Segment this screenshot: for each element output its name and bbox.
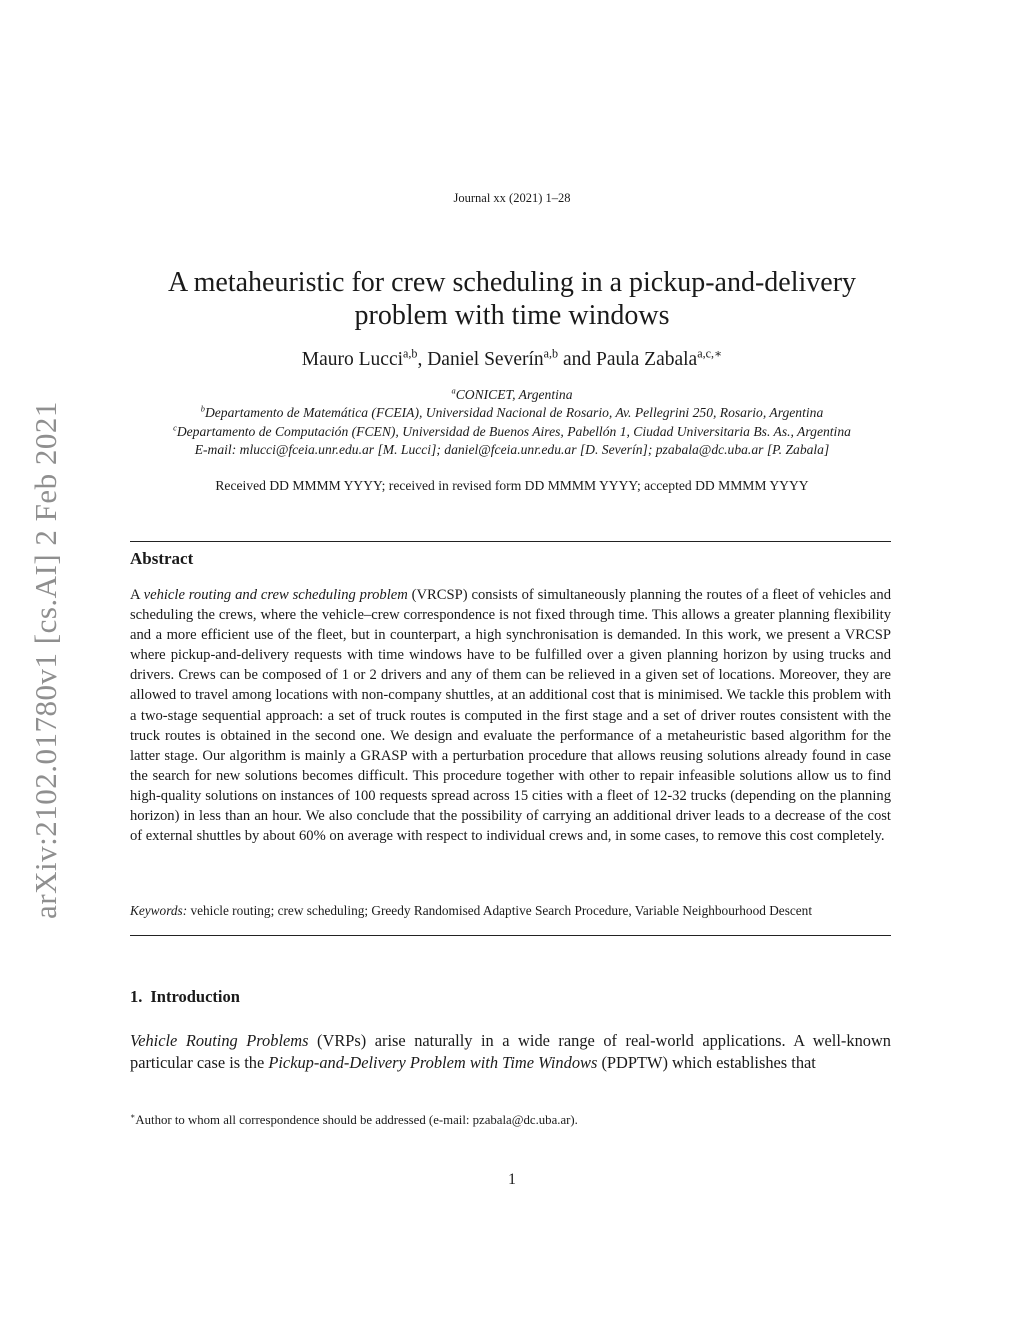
author-name: Mauro Lucci xyxy=(301,349,404,370)
affiliation-mark: b xyxy=(200,403,205,414)
author-name: Daniel Severín xyxy=(427,349,544,370)
keywords xyxy=(130,903,900,919)
keywords-text: vehicle routing; crew scheduling; Greedy Randomised Adaptive Search Procedure, Variable Neighbourhood Descent xyxy=(187,903,813,918)
author-affiliation-mark: a,b xyxy=(403,346,418,361)
affiliation-mark: c xyxy=(173,422,177,433)
keywords-label: Keywords: xyxy=(130,903,188,918)
intro-text: (VRPs) arise naturally in a wide range of real-world applications. A well-known particular case is the xyxy=(130,1031,891,1072)
author-separator: , xyxy=(417,349,428,370)
affiliation-mark: a xyxy=(451,385,456,396)
footnote xyxy=(130,1113,578,1128)
abstract-term: vehicle routing and crew scheduling problem xyxy=(143,587,408,603)
affiliation-b xyxy=(0,405,1024,421)
introduction-paragraph xyxy=(130,1030,891,1074)
abstract-text xyxy=(130,585,891,846)
paper-title xyxy=(0,266,1024,332)
affiliation-c xyxy=(0,424,1024,440)
page-number: 1 xyxy=(508,1171,516,1188)
journal-header: Journal xx (2021) 1–28 xyxy=(453,191,571,205)
author-separator: and xyxy=(558,349,596,370)
abstract-body-text: (VRCSP) consists of simultaneously planning the routes of a fleet of vehicles and scheduling the crews, where the vehicle–crew correspondence is not fixed through time. This allows a greater planning flexibility and a more efficient use of the fleet, but in counterpart, a high synchronisation is demanded. In this work, we present a VRCSP where pickup-and-delivery requests with time windows have to be fulfilled over a given planning horizon by using trucks and drivers. Crews can be composed of 1 or 2 drivers and any of them can be relieved in a given set of locations. Moreover, they are allowed to travel among locations with non-company shuttles, at an additional cost that is minimised. We tackle this problem with a two-stage sequential approach: a set of truck routes is computed in the first stage and a set of driver routes consistent with the truck routes is obtained in the second one. We design and evaluate the performance of a metaheuristic based algorithm for the latter stage. Our algorithm is mainly a GRASP with a perturbation procedure that allows reusing solutions already found in case the search for new solutions becomes difficult. This procedure together with other to repair infeasible solutions allow us to find high-quality solutions on instances of 100 requests spread across 15 cities with a fleet of 12-32 trucks (depending on the planning horizon) in less than an hour. We also conclude that the possibility of carrying an additional driver leads to a decrease of the cost of external shuttles by about 60% on average with respect to individual crews and, in some cases, to remove this cost completely. xyxy=(130,587,891,845)
section-heading xyxy=(130,987,240,1007)
affiliation-text: Departamento de Matemática (FCEIA), Universidad Nacional de Rosario, Av. Pellegrini 250, Rosario, Argentina xyxy=(204,405,824,420)
intro-term-pdptw: Pickup-and-Delivery Problem with Time Windows xyxy=(268,1053,598,1072)
title-line-1: A metaheuristic for crew scheduling in a pickup-and-delivery xyxy=(167,267,857,298)
affiliation-text: CONICET, Argentina xyxy=(455,387,573,402)
received-dates: Received DD MMMM YYYY; received in revised form DD MMMM YYYY; accepted DD MMMM YYYY xyxy=(215,478,809,493)
abstract-lead: A xyxy=(130,587,144,603)
author-affiliation-mark: a,c,∗ xyxy=(697,346,723,361)
author-affiliation-mark: a,b xyxy=(543,346,559,361)
footnote-mark: ∗ xyxy=(130,1111,136,1121)
affiliation-a xyxy=(0,387,1024,403)
title-line-2: problem with time windows xyxy=(354,300,670,331)
abstract-heading: Abstract xyxy=(130,549,194,568)
intro-term-vrp: Vehicle Routing Problems xyxy=(130,1031,309,1050)
abstract-top-rule xyxy=(130,541,891,542)
affiliation-text: Departamento de Computación (FCEN), Universidad de Buenos Aires, Pabellón 1, Ciudad Universitaria Bs. As., Argentina xyxy=(176,424,851,439)
author-list xyxy=(0,346,1024,371)
section-number: 1. xyxy=(130,987,143,1006)
section-title: Introduction xyxy=(150,987,240,1006)
abstract-bottom-rule xyxy=(130,935,891,936)
arxiv-identifier: arXiv:2102.01780v1 [cs.AI] 2 Feb 2021 xyxy=(28,401,63,919)
author-name: Paula Zabala xyxy=(595,349,698,370)
author-emails: E-mail: mlucci@fceia.unr.edu.ar [M. Lucci]; daniel@fceia.unr.edu.ar [D. Severín]; pzabala@dc.uba.ar [P. Zabala] xyxy=(194,442,830,457)
footnote-text: Author to whom all correspondence should be addressed (e-mail: pzabala@dc.uba.ar). xyxy=(135,1113,578,1127)
intro-text: (PDPTW) which establishes that xyxy=(597,1053,816,1072)
